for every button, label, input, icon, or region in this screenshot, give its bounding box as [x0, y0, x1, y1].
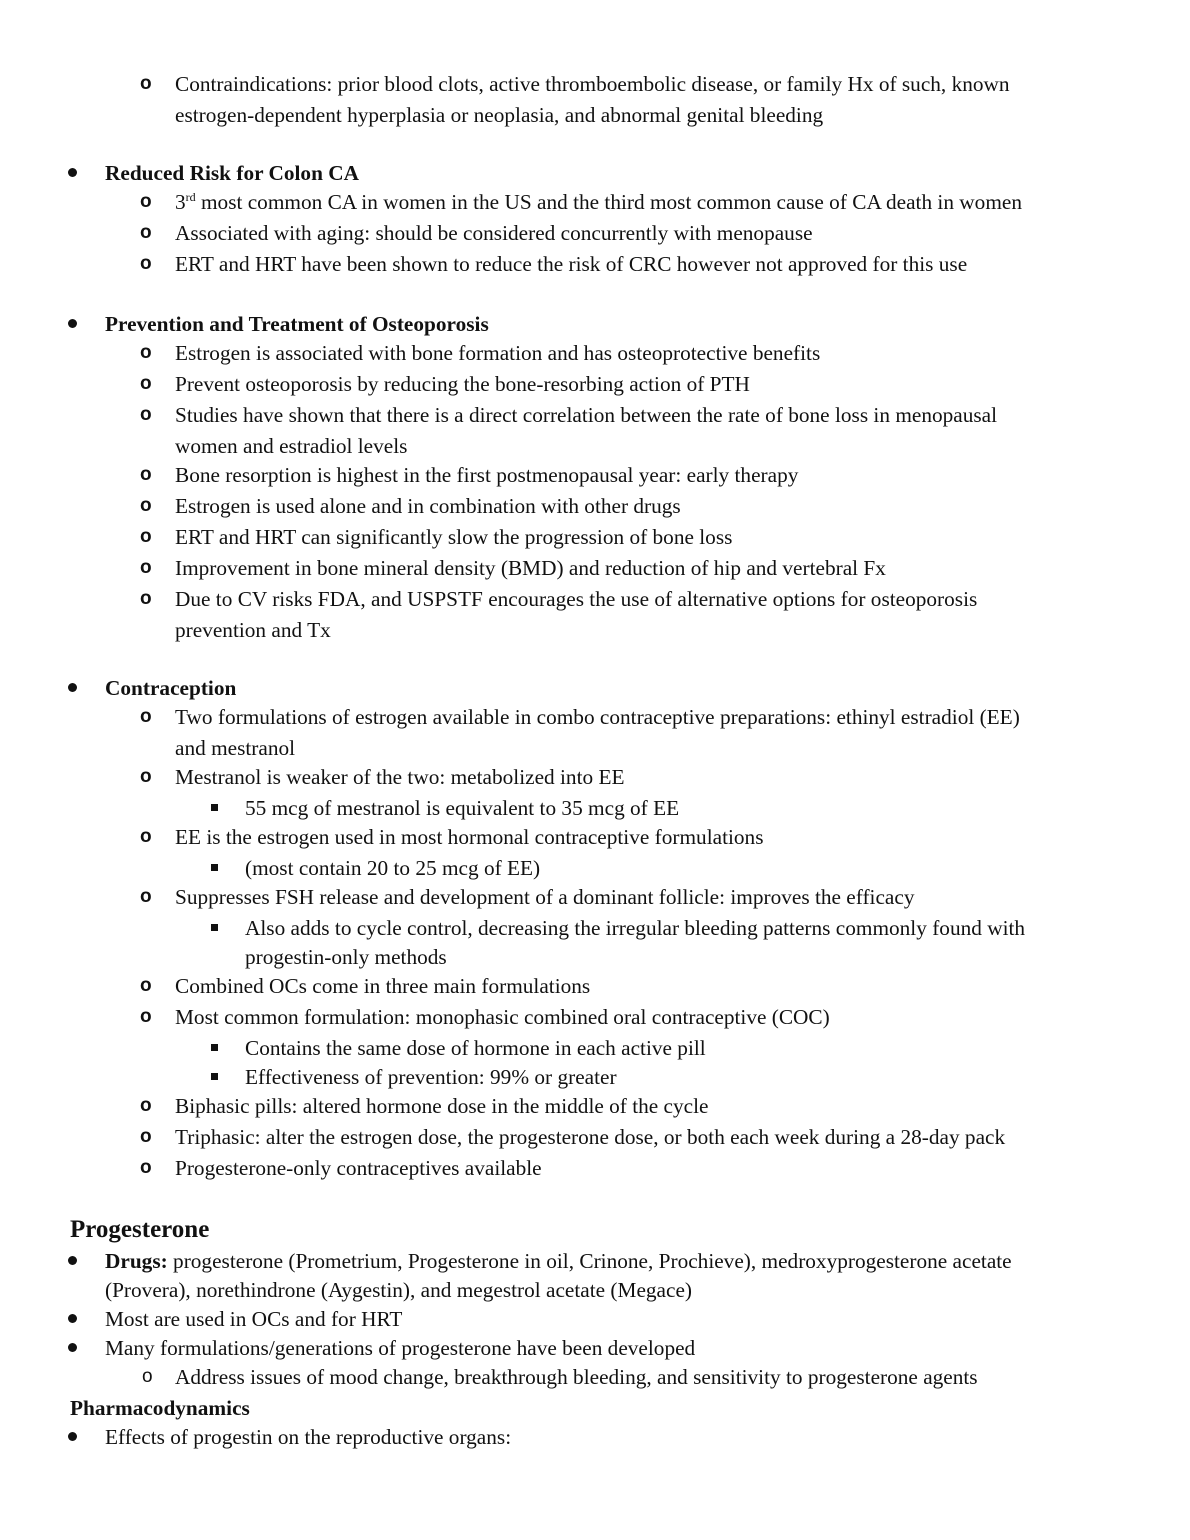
progesterone-item: Most are used in OCs and for HRT [105, 1307, 403, 1331]
drugs-line1: Drugs: progesterone (Prometrium, Progesterone in oil, Crinone, Prochieve), medroxyprogesterone acetate [105, 1249, 1012, 1273]
contra-item: Progesterone-only contraceptives available [175, 1156, 542, 1180]
contra-subitem: (most contain 20 to 25 mcg of EE) [245, 856, 541, 880]
bullet-disc-icon [68, 1432, 77, 1441]
bullet-o-icon: o [140, 886, 152, 907]
colon-ca-heading: Reduced Risk for Colon CA [105, 161, 360, 185]
bullet-o-icon: o [140, 766, 152, 787]
osteo-item: Improvement in bone mineral density (BMD) and reduction of hip and vertebral Fx [175, 556, 886, 580]
bullet-o-icon: o [140, 706, 152, 727]
contra-item: Triphasic: alter the estrogen dose, the progesterone dose, or both each week during a 28-day pack [175, 1125, 1006, 1149]
bullet-disc-icon [68, 1343, 77, 1352]
bullet-o-icon: o [140, 222, 152, 243]
bullet-disc-icon [68, 1314, 77, 1323]
contra-item: Mestranol is weaker of the two: metabolized into EE [175, 765, 625, 789]
bullet-o-icon: o [140, 191, 152, 212]
bullet-o-icon: o [140, 1126, 152, 1147]
bullet-o-icon: o [140, 342, 152, 363]
bullet-o-icon: o [140, 526, 152, 547]
bullet-disc-icon [68, 319, 77, 328]
contra-subitem: 55 mcg of mestranol is equivalent to 35 mcg of EE [245, 796, 680, 820]
bullet-square-icon [211, 1044, 218, 1051]
osteo-item: Studies have shown that there is a direct correlation between the rate of bone loss in menopausal [175, 403, 998, 427]
bullet-o-icon: o [140, 1006, 152, 1027]
colon-ca-item-2: Associated with aging: should be considered concurrently with menopause [175, 221, 813, 245]
bullet-disc-icon [68, 1256, 77, 1265]
bullet-o-icon: o [140, 373, 152, 394]
osteo-item: ERT and HRT can significantly slow the progression of bone loss [175, 525, 733, 549]
osteoporosis-heading: Prevention and Treatment of Osteoporosis [105, 312, 489, 336]
bullet-square-icon [211, 924, 218, 931]
contra-subitem: Effectiveness of prevention: 99% or greater [245, 1065, 617, 1089]
bullet-o-icon: o [140, 588, 152, 609]
osteo-item: Estrogen is associated with bone formation and has osteoprotective benefits [175, 341, 821, 365]
bullet-o-icon: o [140, 73, 152, 94]
bullet-disc-icon [68, 683, 77, 692]
contra-subitem: Contains the same dose of hormone in each active pill [245, 1036, 706, 1060]
bullet-square-icon [211, 864, 218, 871]
osteo-item: Bone resorption is highest in the first postmenopausal year: early therapy [175, 463, 799, 487]
bullet-o-icon: o [140, 1095, 152, 1116]
bullet-disc-icon [68, 168, 77, 177]
pharmacodynamics-heading: Pharmacodynamics [70, 1396, 250, 1420]
progesterone-subitem: Address issues of mood change, breakthrough bleeding, and sensitivity to progesterone agents [175, 1365, 978, 1389]
osteo-item: Due to CV risks FDA, and USPSTF encourages the use of alternative options for osteoporosis [175, 587, 978, 611]
bullet-o-icon: o [140, 975, 152, 996]
osteo-item: Prevent osteoporosis by reducing the bone-resorbing action of PTH [175, 372, 750, 396]
osteo-item-cont: women and estradiol levels [175, 434, 408, 458]
contra-item: Biphasic pills: altered hormone dose in the middle of the cycle [175, 1094, 709, 1118]
bullet-square-icon [211, 1073, 218, 1080]
contra-item: Suppresses FSH release and development of a dominant follicle: improves the efficacy [175, 885, 915, 909]
colon-ca-item-3: ERT and HRT have been shown to reduce the risk of CRC however not approved for this use [175, 252, 968, 276]
contra-item: Most common formulation: monophasic combined oral contraceptive (COC) [175, 1005, 830, 1029]
drugs-line2: (Provera), norethindrone (Aygestin), and megestrol acetate (Megace) [105, 1278, 693, 1302]
contraindications-line2: estrogen-dependent hyperplasia or neoplasia, and abnormal genital bleeding [175, 103, 824, 127]
progesterone-heading: Progesterone [70, 1216, 210, 1243]
bullet-o-icon: o [140, 495, 152, 516]
osteo-item-cont: prevention and Tx [175, 618, 331, 642]
contra-item: Combined OCs come in three main formulations [175, 974, 591, 998]
contra-subitem-cont: progestin-only methods [245, 945, 447, 969]
progesterone-item: Many formulations/generations of progesterone have been developed [105, 1336, 696, 1360]
bullet-o-icon: o [140, 253, 152, 274]
contra-item: EE is the estrogen used in most hormonal contraceptive formulations [175, 825, 764, 849]
bullet-o-icon: o [140, 1157, 152, 1178]
contra-subitem: Also adds to cycle control, decreasing the irregular bleeding patterns commonly found with [245, 916, 1026, 940]
contraception-heading: Contraception [105, 676, 237, 700]
pharmacodynamics-item: Effects of progestin on the reproductive organs: [105, 1425, 512, 1449]
osteo-item: Estrogen is used alone and in combination with other drugs [175, 494, 681, 518]
bullet-o-icon: o [140, 404, 152, 425]
bullet-o-icon: o [140, 557, 152, 578]
contraindications-line1: Contraindications: prior blood clots, active thromboembolic disease, or family Hx of such, known [175, 72, 1010, 96]
bullet-o-icon: o [140, 464, 152, 485]
bullet-square-icon [211, 804, 218, 811]
colon-ca-item-1: 3rd most common CA in women in the US and the third most common cause of CA death in women [175, 190, 1023, 214]
bullet-o-icon: o [140, 826, 152, 847]
contra-item: Two formulations of estrogen available in combo contraceptive preparations: ethinyl estradiol (EE) [175, 705, 1020, 729]
bullet-o-icon: o [142, 1366, 153, 1387]
contra-item-cont: and mestranol [175, 736, 296, 760]
